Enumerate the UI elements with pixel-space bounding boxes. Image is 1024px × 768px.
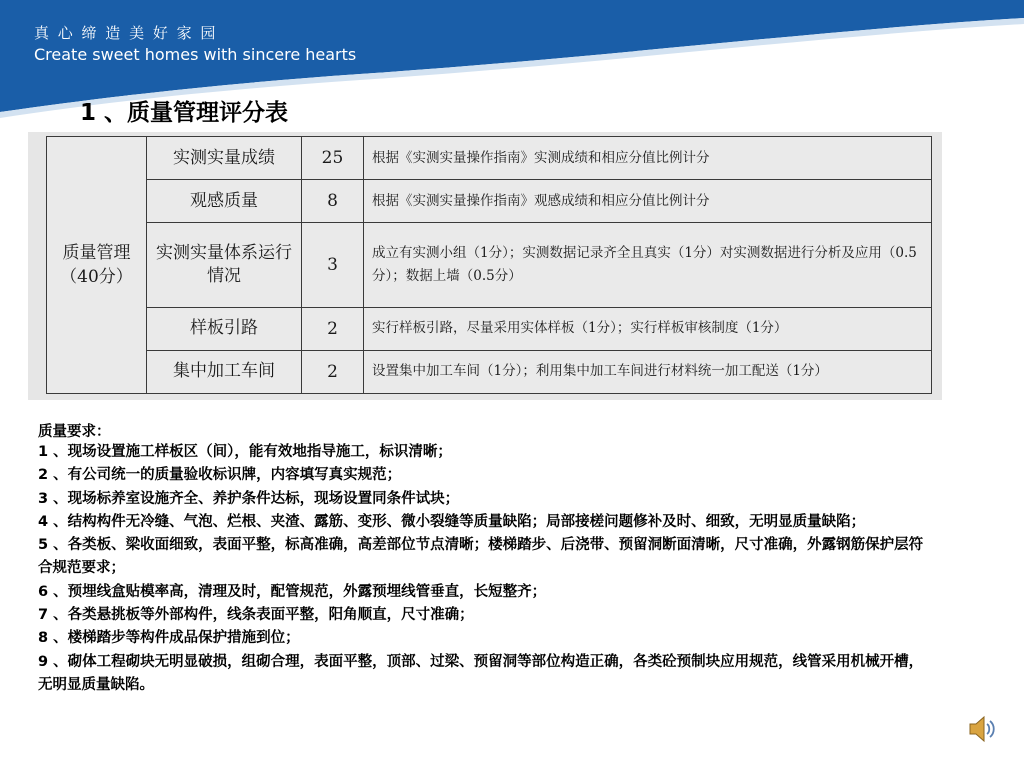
score-cell: 3 bbox=[302, 223, 364, 307]
speaker-icon[interactable] bbox=[966, 712, 1000, 746]
category-cell: 质量管理（40分） bbox=[47, 137, 147, 394]
list-item: 9 、砌体工程砌块无明显破损，组砌合理，表面平整，顶部、过梁、预留洞等部位构造正确，各类砼预制块应用规范，线管采用机械开槽，无明显质量缺陷。 bbox=[38, 653, 924, 693]
list-item: 4 、结构构件无冷缝、气泡、烂根、夹渣、露筋、变形、微小裂缝等质量缺陷；局部接槎问题修补及时、细致，无明显质量缺陷； bbox=[38, 513, 866, 530]
criteria-cell: 根据《实测实量操作指南》观感成绩和相应分值比例计分 bbox=[364, 180, 932, 223]
criteria-cell: 实行样板引路，尽量采用实体样板（1分）；实行样板审核制度（1分） bbox=[364, 307, 932, 350]
list-item: 5 、各类板、梁收面细致，表面平整，标高准确，高差部位节点清晰；楼梯踏步、后浇带、预留洞断面清晰，尺寸准确，外露钢筋保护层符合规范要求； bbox=[38, 537, 924, 577]
slogan-english: Create sweet homes with sincere hearts bbox=[34, 45, 357, 64]
list-item: 1 、现场设置施工样板区（间），能有效地指导施工，标识清晰； bbox=[38, 444, 452, 460]
table-row bbox=[47, 350, 932, 393]
table-row bbox=[47, 307, 932, 350]
table-row bbox=[47, 223, 932, 307]
list-item: 7 、各类悬挑板等外部构件，线条表面平整，阳角顺直，尺寸准确； bbox=[38, 607, 474, 624]
criteria-cell: 设置集中加工车间（1分）；利用集中加工车间进行材料统一加工配送（1分） bbox=[364, 350, 932, 393]
requirements-heading: 质量要求： bbox=[38, 424, 111, 440]
page-title: 1 、质量管理评分表 bbox=[80, 100, 289, 126]
score-cell: 2 bbox=[302, 307, 364, 350]
slogan-chinese: 真 心 缔 造 美 好 家 园 bbox=[34, 24, 218, 42]
item-cell: 样板引路 bbox=[147, 307, 302, 350]
criteria-cell: 成立有实测小组（1分）；实测数据记录齐全且真实（1分）对实测数据进行分析及应用（0.5分）；数据上墙（0.5分） bbox=[364, 223, 932, 307]
table-row bbox=[47, 137, 932, 180]
score-cell: 25 bbox=[302, 137, 364, 180]
list-item: 3 、现场标养室设施齐全、养护条件达标，现场设置同条件试块； bbox=[38, 490, 460, 507]
item-cell: 实测实量成绩 bbox=[147, 137, 302, 180]
requirements-list bbox=[38, 441, 924, 697]
score-cell: 2 bbox=[302, 350, 364, 393]
list-item: 2 、有公司统一的质量验收标识牌，内容填写真实规范； bbox=[38, 467, 402, 484]
item-cell: 观感质量 bbox=[147, 180, 302, 223]
criteria-cell: 根据《实测实量操作指南》实测成绩和相应分值比例计分 bbox=[364, 137, 932, 180]
list-item: 8 、楼梯踏步等构件成品保护措施到位； bbox=[38, 630, 300, 647]
table-row bbox=[47, 180, 932, 223]
item-cell: 实测实量体系运行情况 bbox=[147, 223, 302, 307]
score-table bbox=[46, 136, 932, 394]
item-cell: 集中加工车间 bbox=[147, 350, 302, 393]
score-cell: 8 bbox=[302, 180, 364, 223]
list-item: 6 、预埋线盒贴模率高，清理及时，配管规范，外露预埋线管垂直，长短整齐； bbox=[38, 583, 547, 600]
